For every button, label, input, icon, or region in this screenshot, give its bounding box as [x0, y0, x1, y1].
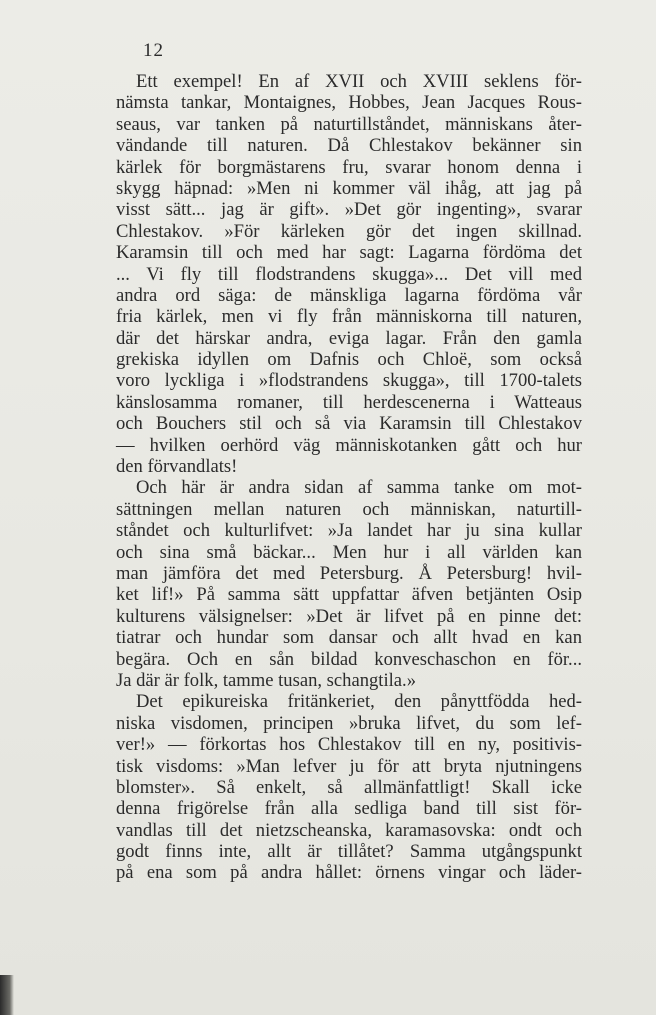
- text-line: visst sätt... jag är gift». »Det gör ingenting», svarar: [116, 199, 582, 221]
- text-line: grekiska idyllen om Dafnis och Chloë, som också: [116, 349, 582, 371]
- page-number: 12: [143, 40, 164, 61]
- text-line: kulturens välsignelser: »Det är lifvet på en pinne det:: [116, 605, 582, 627]
- text-line: niska visdomen, principen »bruka lifvet, du som lef-: [116, 712, 582, 734]
- body-text: [116, 71, 582, 884]
- text-line: skygg häpnad: »Men ni kommer väl ihåg, att jag på: [116, 177, 582, 199]
- text-line: ket lif!» På samma sätt uppfattar äfven betjänten Osip: [116, 584, 582, 606]
- text-line: tisk visdoms: »Man lefver ju för att bryta njutningens: [116, 755, 582, 777]
- text-line: ver!» — förkortas hos Chlestakov till en ny, positivis-: [116, 734, 582, 756]
- text-line: och sina små bäckar... Men hur i all världen kan: [116, 541, 582, 563]
- text-line: fria kärlek, men vi fly från människorna till naturen,: [116, 306, 582, 328]
- text-line: seaus, var tanken på naturtillståndet, människans åter-: [116, 113, 582, 135]
- text-line: begära. Och en sån bildad konveschaschon en för...: [116, 648, 582, 670]
- text-line: på ena som på andra hållet: örnens vingar och läder-: [116, 862, 582, 884]
- text-line: denna frigörelse från alla sedliga band till sist för-: [116, 798, 582, 820]
- text-line: Karamsin till och med har sagt: Lagarna fördöma det: [116, 242, 582, 264]
- text-line: där det härskar andra, eviga lagar. Från den gamla: [116, 327, 582, 349]
- text-line: — hvilken oerhörd väg människotanken gått och hur: [116, 434, 582, 456]
- text-line: man jämföra det med Petersburg. Å Petersburg! hvil-: [116, 562, 582, 584]
- text-line: andra ord säga: de mänskliga lagarna fördöma vår: [116, 284, 582, 306]
- text-line: och Bouchers stil och så via Karamsin till Chlestakov: [116, 413, 582, 435]
- text-line: Och här är andra sidan af samma tanke om mot-: [136, 477, 582, 499]
- page-edge-shadow: [0, 975, 14, 1015]
- text-line: den förvandlats!: [116, 456, 238, 478]
- text-line: Chlestakov. »För kärleken gör det ingen skillnad.: [116, 220, 582, 242]
- text-line: ... Vi fly till flodstrandens skugga»... Det vill med: [116, 263, 582, 285]
- text-line: sättningen mellan naturen och människan, naturtill-: [116, 498, 582, 520]
- text-line: tiatrar och hundar som dansar och allt hvad en kan: [116, 627, 582, 649]
- text-line: Det epikureiska fritänkeriet, den pånyttfödda hed-: [136, 691, 582, 713]
- text-line: Ja där är folk, tamme tusan, schangtila.»: [116, 669, 416, 691]
- text-line: ståndet och kulturlifvet: »Ja landet har ju sina kullar: [116, 520, 582, 542]
- text-line: godt finns inte, allt är tillåtet? Samma utgångspunkt: [116, 841, 582, 863]
- text-line: voro lyckliga i »flodstrandens skugga», till 1700-talets: [116, 370, 582, 392]
- text-line: vändande till naturen. Då Chlestakov bekänner sin: [116, 135, 582, 157]
- text-line: blomster». Så enkelt, så allmänfattligt! Skall icke: [116, 776, 582, 798]
- text-line: Ett exempel! En af XVII och XVIII seklens för-: [136, 71, 582, 92]
- text-line: känslosamma romaner, till herdescenerna i Watteaus: [116, 391, 582, 413]
- text-line: nämsta tankar, Montaignes, Hobbes, Jean Jacques Rous-: [116, 92, 582, 114]
- text-line: vandlas till det nietzscheanska, karamasovska: ondt och: [116, 819, 582, 841]
- text-line: kärlek för borgmästarens fru, svarar honom denna i: [116, 156, 582, 178]
